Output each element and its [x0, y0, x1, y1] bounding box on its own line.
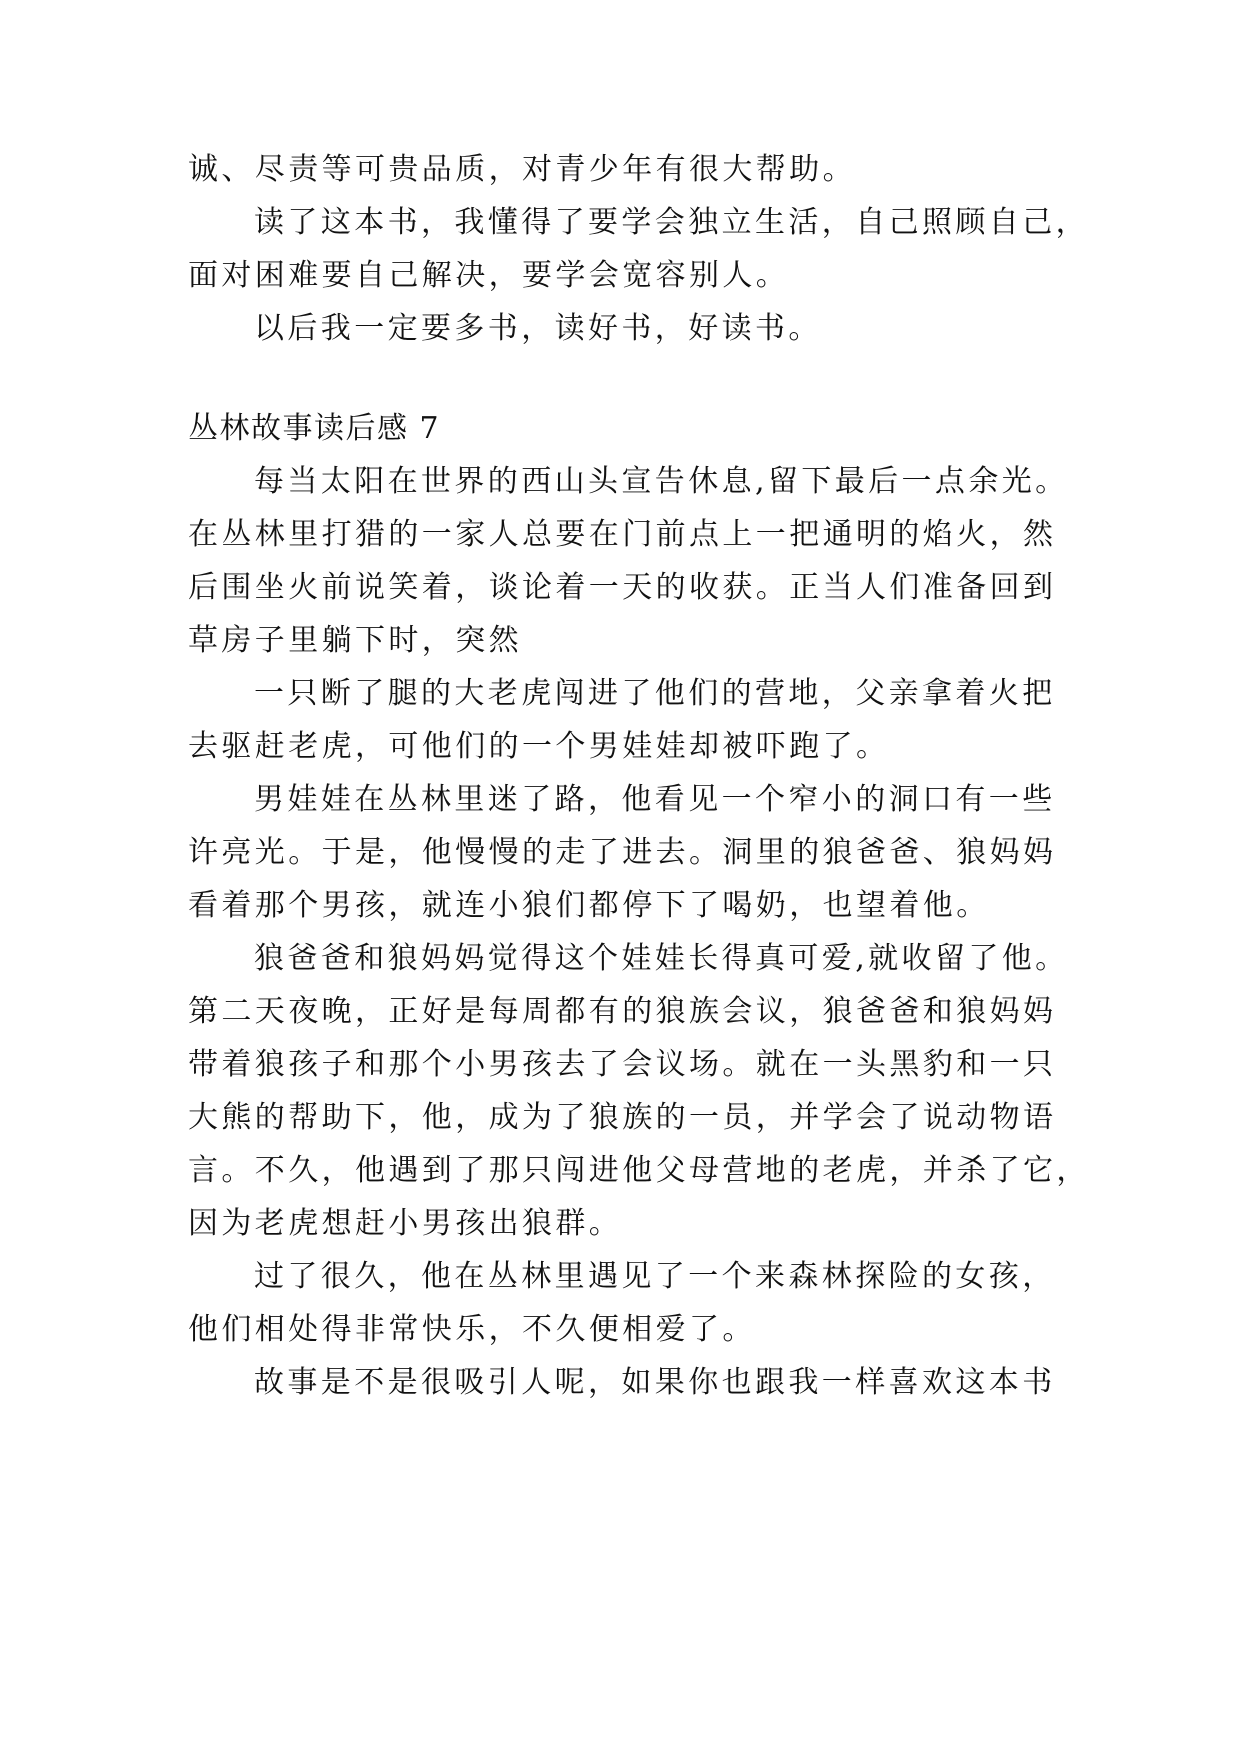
- text-line: 言。不久，他遇到了那只闯进他父母营地的老虎，并杀了它，: [188, 1153, 1090, 1188]
- text-line: 去驱赶老虎，可他们的一个男娃娃却被吓跑了。: [188, 729, 890, 764]
- text-line: 每当太阳在世界的西山头宣告休息,留下最后一点余光。: [254, 464, 1069, 499]
- text-line: 男娃娃在丛林里迷了路，他看见一个窄小的洞口有一些: [254, 782, 1056, 817]
- text-line: 带着狼孩子和那个小男孩去了会议场。就在一头黑豹和一只: [188, 1047, 1057, 1082]
- text-line: 以后我一定要多书，读好书，好读书。: [254, 311, 822, 346]
- text-line: 过了很久，他在丛林里遇见了一个来森林探险的女孩，: [254, 1259, 1056, 1294]
- text-line: 在丛林里打猎的一家人总要在门前点上一把通明的焰火，然: [188, 517, 1057, 552]
- text-line: 许亮光。于是，他慢慢的走了进去。洞里的狼爸爸、狼妈妈: [188, 835, 1057, 870]
- text-line: 面对困难要自己解决，要学会宽容别人。: [188, 258, 790, 293]
- text-line: 因为老虎想赶小男孩出狼群。: [188, 1206, 623, 1241]
- text-line: 草房子里躺下时，突然: [188, 623, 522, 658]
- text-line: 一只断了腿的大老虎闯进了他们的营地，父亲拿着火把: [254, 676, 1056, 711]
- text-line: 后围坐火前说笑着，谈论着一天的收获。正当人们准备回到: [188, 570, 1057, 605]
- text-line: 看着那个男孩，就连小狼们都停下了喝奶，也望着他。: [188, 888, 990, 923]
- text-line: 读了这本书，我懂得了要学会独立生活，自己照顾自己，: [254, 205, 1089, 240]
- text-line: 故事是不是很吸引人呢，如果你也跟我一样喜欢这本书: [254, 1365, 1056, 1400]
- text-line: 诚、尽责等可贵品质，对青少年有很大帮助。: [188, 152, 856, 187]
- section-heading: 丛林故事读后感 7: [188, 411, 441, 446]
- text-line: 他们相处得非常快乐，不久便相爱了。: [188, 1312, 756, 1347]
- text-line: 狼爸爸和狼妈妈觉得这个娃娃长得真可爱,就收留了他。: [254, 941, 1069, 976]
- text-line: 第二天夜晚，正好是每周都有的狼族会议，狼爸爸和狼妈妈: [188, 994, 1057, 1029]
- text-line: 大熊的帮助下，他，成为了狼族的一员，并学会了说动物语: [188, 1100, 1057, 1135]
